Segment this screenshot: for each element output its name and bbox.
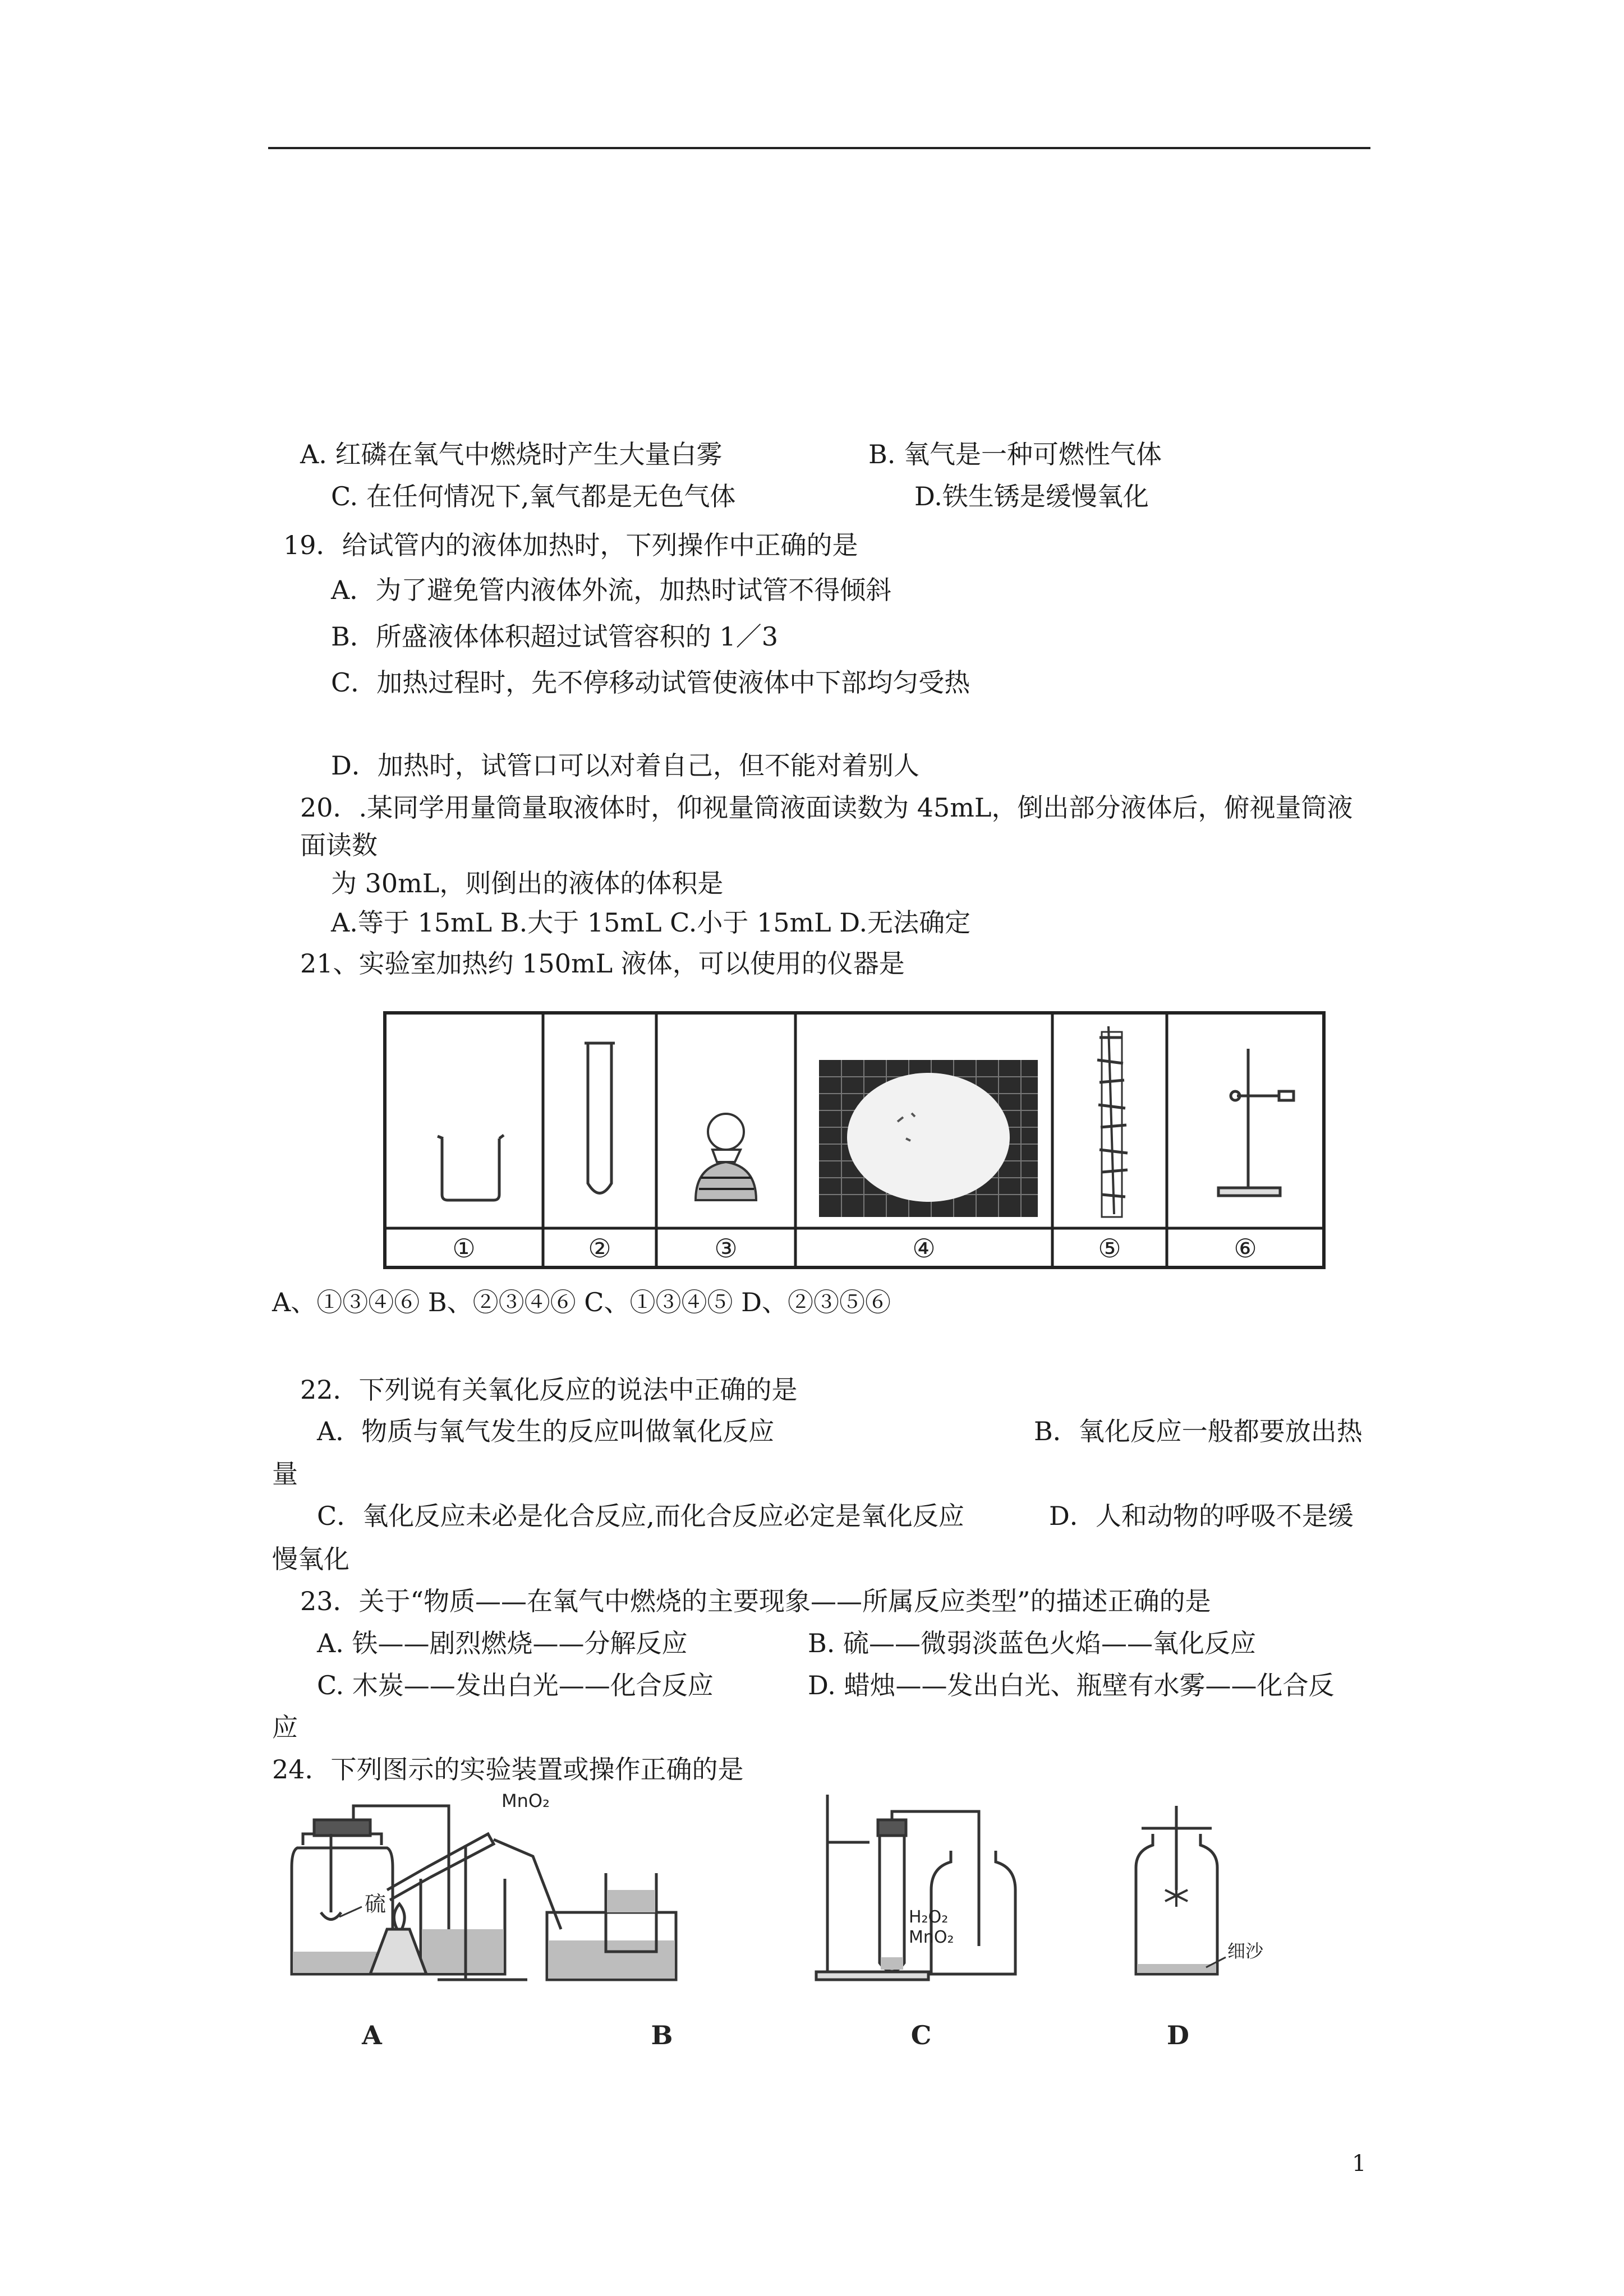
fig-label-c: C (910, 2020, 932, 2050)
fig-label-b: B (651, 2020, 673, 2050)
q21-label-6: ⑥ (1234, 1233, 1257, 1264)
q19-stem: 19．给试管内的液体加热时，下列操作中正确的是 (283, 530, 858, 560)
q24-apparatus-figures (269, 1789, 1358, 2069)
fig-c-h2o2-label: H₂O₂ (909, 1907, 949, 1927)
q22-stem: 22．下列说有关氧化反应的说法中正确的是 (300, 1375, 798, 1405)
q18-option-c: C. 在任何情况下,氧气都是无色气体 (331, 481, 736, 511)
q24-stem: 24．下列图示的实验装置或操作正确的是 (272, 1754, 744, 1785)
q22-option-b-cont: 量 (272, 1459, 298, 1489)
q20-stem-line1: 20．.某同学用量筒量取液体时，仰视量筒液面读数为 45mL，倒出部分液体后，俯视量筒液 (300, 792, 1353, 823)
q20-stem-line2: 面读数 (300, 830, 378, 860)
wire-gauze-icon (819, 1060, 1038, 1217)
test-tube-icon (585, 1043, 615, 1193)
beaker-icon (438, 1135, 504, 1200)
q22-option-b: B．氧化反应一般都要放出热 (1034, 1416, 1363, 1446)
q21-stem: 21、实验室加热约 150mL 液体，可以使用的仪器是 (300, 948, 905, 979)
q18-option-d: D.铁生锈是缓慢氧化 (914, 481, 1149, 511)
q19-option-d: D．加热时，试管口可以对着自己，但不能对着别人 (331, 750, 919, 781)
fig-c-mno2-label: MnO₂ (909, 1928, 954, 1947)
test-tube-brush-icon (1097, 1026, 1128, 1217)
fig-a-sulfur-label: 硫 (365, 1892, 387, 1916)
q20-options: A.等于 15mL B.大于 15mL C.小于 15mL D.无法确定 (331, 907, 971, 938)
q21-label-1: ① (452, 1233, 476, 1264)
q23-option-d-cont: 应 (272, 1712, 298, 1742)
q19-option-b: B．所盛液体体积超过试管容积的 1／3 (331, 621, 778, 652)
figure-b (370, 1834, 676, 1980)
figure-d (1136, 1806, 1226, 1974)
q22-option-d: D．人和动物的呼吸不是缓 (1049, 1501, 1354, 1531)
q23-option-c: C. 木炭——发出白光——化合反应 (317, 1670, 714, 1700)
q21-label-4: ④ (912, 1233, 936, 1264)
q23-option-d: D. 蜡烛——发出白光、瓶壁有水雾——化合反 (808, 1670, 1335, 1700)
figure-c (816, 1795, 1015, 1980)
header-rule (268, 147, 1370, 149)
fig-b-mno2-label: MnO₂ (502, 1790, 550, 1811)
q21-label-5: ⑤ (1098, 1233, 1121, 1264)
q21-label-2: ② (588, 1233, 611, 1264)
q21-instrument-table (381, 1009, 1329, 1273)
q21-label-3: ③ (714, 1233, 738, 1264)
q19-option-c: C．加热过程时，先不停移动试管使液体中下部均匀受热 (331, 667, 970, 698)
q18-option-b: B. 氧气是一种可燃性气体 (868, 439, 1162, 469)
alcohol-lamp-icon (696, 1114, 756, 1200)
q23-option-b: B. 硫——微弱淡蓝色火焰——氧化反应 (808, 1628, 1257, 1658)
fig-label-a: A (362, 2020, 382, 2050)
q20-stem-line3: 为 30mL，则倒出的液体的体积是 (331, 868, 724, 898)
q22-option-a: A．物质与氧气发生的反应叫做氧化反应 (317, 1416, 775, 1446)
q23-option-a: A. 铁——剧烈燃烧——分解反应 (317, 1628, 688, 1658)
q18-option-a: A. 红磷在氧气中燃烧时产生大量白雾 (300, 439, 723, 469)
page-number: 1 (1352, 2151, 1367, 2177)
iron-stand-icon (1218, 1049, 1294, 1196)
q22-option-c: C．氧化反应未必是化合反应,而化合反应必定是氧化反应 (317, 1501, 964, 1531)
fig-d-sand-label: 细沙 (1227, 1940, 1264, 1962)
fig-label-d: D (1167, 2020, 1189, 2050)
q19-option-a: A．为了避免管内液体外流，加热时试管不得倾斜 (331, 575, 892, 605)
q22-option-d-cont: 慢氧化 (272, 1544, 349, 1574)
q21-options: A、①③④⑥ B、②③④⑥ C、①③④⑤ D、②③⑤⑥ (272, 1287, 891, 1317)
q23-stem: 23．关于“物质——在氧气中燃烧的主要现象——所属反应类型”的描述正确的是 (300, 1586, 1211, 1616)
